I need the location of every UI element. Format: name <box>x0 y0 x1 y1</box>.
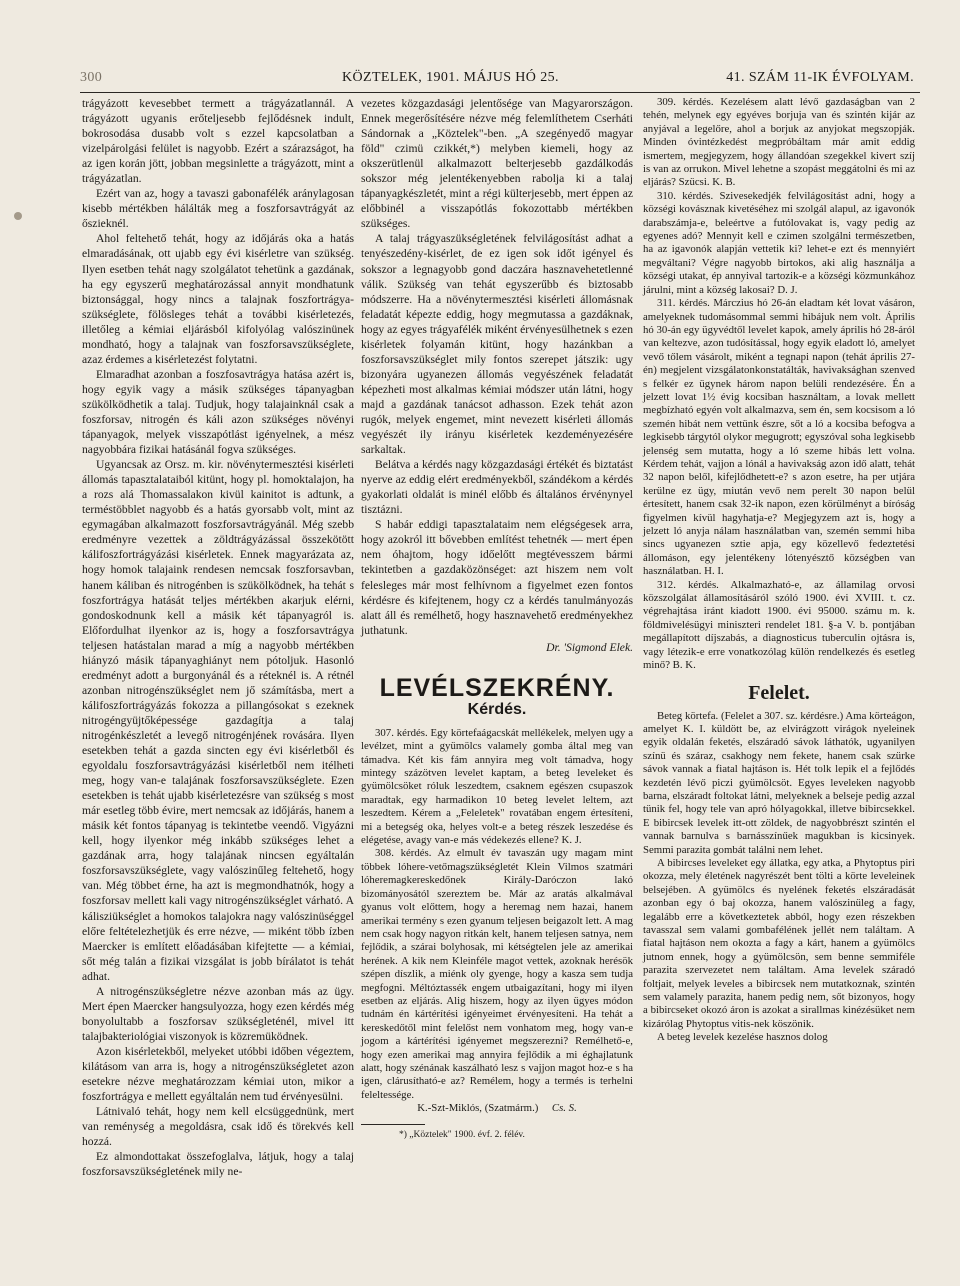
answer-307: Beteg körtefa. (Felelet a 307. sz. kérdésre.) Ama körteágon, amelyet K. I. küldött be, az elvirágzott virágok nyeleinek egyik oldalán feketés, elszáradó sávok láthatók, ugyanilyen színü és száraz, csakhogy nem fekete, hanem csak szürke sávok vannak a fiatal hajtáson is. Hét tolk lepik el a fejlődés kezdetén lévő piczi gyümölcsöt. Egyes leveleken nagyobb barna, elszáradt foltokat látni, melyeknek a belseje pedig azzal tünik fel, hogy tele van apró hólyagokkal, illetve bibircsekkel. E bibircsek levelek itt-ott zöldek, de nagyobbrészt szintén el vannak barnulva s barnásszínűek magukban is kicsinyek. Semmi parazita gombát találni nem lehet. <box>643 709 915 856</box>
paragraph: Ahol feltehető tehát, hogy az időjárás oka a hatás elmaradásának, ott ujabb egy évi kisérletre van szükség. Ilyen esetben tehát nagy szolgálatot tehetünk a gazdának, ha egy egyszerű meghatározással annyit mondhatunk biztonsággal, hogy nincs a talajnak foszfortrágya-szükséglete, fölösleges tehát a további kisérletezés, illetőleg a kémiai eljárásból kifolyólag valószinünek mondható, hogy a talajnak van foszforsavszükséglete, azaz érdemes a kisérletezést folytatni. <box>82 232 354 366</box>
paragraph: Látnivaló tehát, hogy nem kell elcsüggednünk, mert van reménység a megoldásra, csak idő és törekvés kell hozzá. <box>82 1105 354 1149</box>
paragraph: A talaj trágyaszükségletének felvilágosítást adhat a tenyészedény-kisérlet, de ez igen sok időt igényel és sokszor a legnagyobb gond daczára hasznavehetetlenné válik. Szükség van tehát egyszerűbb és biztosabb módszerre. Ha a növénytermesztési kisérleti állomásnak feladatát képezte eddig, hogy megmutassa a gazdáknak, hogy az egyes trágyafélék miként érvényesülhetnek s ezen kisérletek folyamán kitünt, hogy hazánkban a foszforsavszükséglet mily fontos szerepet játszik: ugy bizonyára ugyanezen állomás vegyészének feladatát képezheti most alkalmas kémiai módszer után látni, hogy majd a gazdának tanácsot adhasson. Ezek tehát azon rugók, melyek engemet, mint nevezett kisérleti állomás vegyészét ily irányu kisérletek kezdeményezésére sarkaltak. <box>361 232 633 457</box>
column-2 <box>361 96 633 1141</box>
page-number: 300 <box>80 70 103 85</box>
column-3 <box>643 96 915 1045</box>
paragraph: S habár eddigi tapasztalataim nem elégségesek arra, hogy azokról itt bővebben említést tehetnék — mert épen nem óhajtom, hogy időelőtt megtévesszem bármi tekintetben a gazdaközönséget: azt hiszem nem volt felesleges már most felhívnom a figyelmet ezen fontos kérdésre és kifejtenem, hogy cz a kérdés tanulmányozás alatt áll és remélhető, hogy hasznavehető eredményekhez juthatunk. <box>361 518 633 637</box>
issue-number: 41. SZÁM 11-IK ÉVFOLYAM. <box>726 70 914 85</box>
section-subtitle: Kérdés. <box>467 700 527 718</box>
paragraph: Belátva a kérdés nagy közgazdasági értékét és biztatást nyerve az eddig elért eredményekből, szándékom a kérdés gyakorlati oldalát is minél előbb és általános érvénynyel tisztázni. <box>361 458 633 517</box>
column-1 <box>82 96 354 1179</box>
question-311: 311. kérdés. Márczius hó 26-án eladtam két lovat vásáron, amelyeknek tudomásommal semmi hibájuk nem volt. Április hó 30-án egy ügyvédtől levelet kapok, amely április hó 28-áról van keltezve, azon tudósítással, hogy egyik eladott ló, amelyet vevő tőlem vásárolt, miként a tegnapi napon (tehát április 27-én) megjelent vizsgálatonkonstatálták, havivaksághan szenved s felkér ez ügynek három napon belüli rendezésére. Én a jelzett lovat 1½ évig kocsiban használtam, a lovak mellett megbízható egyén volt alkalmazva, sem én, sem kocsisom a ló szemén hibát nem vettünk észre, sőt a ló a kocsiba befogva a legkisebb tárgytól olykor megugrott; egyszóval soha legkisebb jelenség sem mutatta, hogy a ló szeme hibás lett volna. Kérdem tehát, vajjon a lónál a havivakság azon idő alatt, tehát 32 napon belől, kifejlődhetett-e? s azon esetre, ha per utjára kerülne ez ügy, miután vevő nem perelt 30 napon belül értesített, hanem csak 32-ik napon, ezen körülményt a bíróság figyelmen kívül hagyhatja-e? Megjegyzem azt is, hogy a jelzett ló anyja nálam használatban van, szemén semmi hiba sincs ugyanezen sztie apja, egy közellevő fedeztetési állomáson, egy jelentékeny lótenyésztő községben van használatban. H. I. <box>643 297 915 578</box>
paragraph: trágyázott kevesebbet termett a trágyázatlannál. A trágyázott ugyanis erőteljesebb fejlődésnek indult, bokrosodása dusabb volt s ezzel kapcsolatban a vizelpárolgási felület is nagyobb. Ezért a szárazságot, ha az igen korán jött, jobban megsinlette a trágyázott, mint a trágyázatlan. <box>82 97 354 186</box>
question-312: 312. kérdés. Alkalmazható-e, az államilag orvosi közszolgálat államosításáról szóló 1900. évi XVIII. t. cz. végrehajtása iránt kiadott 1900. évi 95000. számu m. k. földmivelésügyi miniszteri rendelet 181. §-a V. b. pontjában megállapított díjszabás, a diagnosticus tuberculin ojtásra is, vagy létezik-e erre vonatkozólag külön rendelkezés és esetleg minő? B. K. <box>643 578 915 672</box>
question-308: 308. kérdés. Az elmult év tavaszán ugy magam mint többek lóhere-vetőmagszükségletét Klein Vilmos szatmári lóheremagkereskedőnek Király-Daróczon lakó bizományosától szereztem be. Már az aratás alkalmával gyanus volt előttem, hogy a heremag nem hazai, hanem amerikai termény s ezen gyanum teljesen beigazolt lett. A mag nem csak hogy nagyon ritkán kelt, hanem teljesen satnya, nem fejlődik, a szárai bolyhosak, mi kétségtelen jele az amerikai herének. A kik nem Kleinféle magot vettek, azoknak herésök szépen díszlik, a miénk oly gyenge, hogy a kasza sem tudja megfogni. Méltóztassék engem utbaigazítani, hogy mi ilyen esetben az eljárás. Alig hiszem, hogy az ilyen ügyes módon tudnám én kártérítési igényeimet érvényesíteni. Ha tehát a kereskedőtől mint felelőst nem vonhatom meg, hogy van-e jogom a kártérítési igényemet megszerezni? Remélhető-e, hogy ezen amerikai mag annyira fejlődik a mi éghajlatunk alatt, hogy szénának kaszálható lesz s vajjon magot hoz-e s ha igen, clárusítható-e az? Remélem, hogy a termés is terhelni feleltessége. <box>361 847 633 1101</box>
paragraph: A nitrogénszükségletre nézve azonban más az ügy. Mert épen Maercker hangsulyozza, hogy ezen kérdés még bonyolultabb a foszforsav szükségleténél, mivel itt talajbakteriológiai viszonyok is közremüködnek. <box>82 984 354 1043</box>
answer-section-title: Felelet. <box>748 682 810 705</box>
paragraph: Ugyancsak az Orsz. m. kir. növénytermesztési kisérleti állomás tapasztalataiból kitünt, hogy pl. homoktalajon, ha a rozs alá Thomassalakon kivül kainitot is adtunk, a terméstöbblet nagyobb és a hatás gyorsabb volt, mint az egymagában alkalmazott foszforsavtrágyánál. Még szebb eredményre vezettek a zöldtrágyázással összekötött kálifoszfortrágyázási kisérletek. Ennek magyarázata az, hogy homok talajaink rendesen nemcsak foszforsavban, hanem káliban és nitrogénben is szükölködnek, ha tehát s foszfortrágya hatását teljes mértékben akarjuk elérni, gondoskodnunk kell a másik két tápanyagról is. Előfordulhat ilyenkor az is, hogy a foszforsavtrágya teljesen hatástalan marad a míg a nagyobb mértékben hiányzó másik tápanyaghiányt nem pótoljuk. Hasonló eredményt adott a burgonyánál és a réteknél is. A rétnél azonban nitrogénszükséglet nem jő számításba, mert a kálifoszfortrágyázás fokozza a pillangósokat s ezeknek nitrogéngyüjtőképessége gazdagítja a talaj nitrogénkészletét a levegő nitrogénjének rovására. Ilyen esetekben tehát a gazda sincten egy évi kisérletből és egyoldalu foszforsavtrágyázási kisérletből nem itélheti meg, hogy van-e talajának foszforsavszükséglete. Ezen esetekben is tehát ujabb kisérletezésre van szükség s most már esetleg több évire, mert nemcsak az időjárás, hanem a másik két fontos tápanyag is tekintetbe veendő. Vigyázni kell, hogy ilyenkor még inkább szükséges lehet a gazdának arra, hogy talajának nincsen egyáltalán foszforsavszükséglete, vagy valószinűleg feltehető, hogy van. Még többet érne, ha azt is megmondhatnók, hogy a foszforsav mellett kali vagy nitrogénszükséglet várható. A kálisziükséglet a homokos talajokra nagy valószinüséggel előre feltételezhetjük és erre nézve, — miként több ízben Maercker is említett előadásában kifejtette — a kémiai, sőt még talán a fizikai vizsgálat is jobb bírálatot is tehát adhat. <box>82 458 354 983</box>
section-title: LEVÉLSZEKRÉNY. <box>379 673 615 702</box>
question-307: 307. kérdés. Egy körtefaágacskát mellékelek, melyen ugy a levélzet, mint a gyümölcs valamely gomba által meg van támadva. Két kis fám annyira meg volt támadva, hogy mintegy százötven levelet kaptam, a beteg leveleket és gyümölcsöket róluk leszedtem, csaknem egészen csupaszok maradtak, egy harmadikon 10 beteg levelet leltem, azt leszedtem. Kérem a „Feleletek" rovatában engem értesíteni, mi a betegség oka, helyes volt-e a beteg részek leszedése és elégetése, avagy van-e más védekezés ellene? K. J. <box>361 726 633 847</box>
paragraph: vezetes közgazdasági jelentősége van Magyarországon. Ennek megerősítésére nézve még felemlíthetem Cserháti Sándornak a „Köztelek"-ben. „A szegényedő magyar föld" czimü czikkét,*) melyben kiemeli, hogy az okszerütlenül alkalmazott belterjesebb gazdálkodás sokszor még jelentékenyebben rabolja ki a talaj tápanyagkészletét, mint a régi külterjesebb, mert éppen az előbbinél a visszapótlás fokozottabb mértékben szükséges. <box>361 97 633 231</box>
sign-initials: Cs. S. <box>551 1102 577 1115</box>
answer-307-cont: A bibircses leveleket egy állatka, egy atka, a Phytoptus piri okozza, mely életének nagyrészét bent tölti a körte leveleinek belsejében. A gyümölcs és nyelének feketés elszáradását azonban egy ó baj okozza, hanem valószinüleg a fagy, legalább erre a következtetek abból, hogy ezen részekben tavasszal sem valami gombafélének jellét nem találtam. A fiatal hajtáson nem okozta a fagy a kárt, hanem a gyümölcs jutnom ennek, hogy a gyümölcsön, sem benne semmiféle parazita szervezetet nem találtam. Ama levelek száradó foltjait, melyek leveles a bibircsek nem mutatkoznak, szintén sem valamely parazita, hanem pedig nem, sőt bizonyos, hogy a bibircseket okozó áron is azokat a sirallmas kinézésüket nem kizárólag Phytoptus vitis-nek köszönik. <box>643 856 915 1030</box>
page-header <box>80 66 920 93</box>
paragraph: Azon kisérletekből, melyeket utóbbi időben végeztem, kilátásom van arra is, hogy a nitrogénszükségletet azon esetekre nézve meghatározzam kémiai uton, mikor a foszfortrágya e mellett egyáltalán nem tud érvényesülni. <box>82 1044 354 1104</box>
question-310: 310. kérdés. Szivesekedjék felvilágosítást adni, hogy a községi kovásznak kivetéséhez mi szolgál alapul, az igavonók darabszámja-e, beleértve a futólovakat is, vagy pedig az egyenes adó? Mennyit kell e czimen szolgálni természetben, ha az igavonók alapján vettetik ki? lehet-e ezt és mennyiért megváltani? Végre nagyobb birtokos, aki alig használja a községi utakat, ép annyival tartozik-e a községi közmunkához járulni, mint a község lakosai? D. J. <box>643 189 915 296</box>
paragraph: Ezért van az, hogy a tavaszi gabonafélék aránylagosan kisebb mértékben hálálták meg a foszforsavtrágyát az őszieknél. <box>82 187 354 231</box>
author-signature: Dr. 'Sigmond Elek. <box>546 640 633 654</box>
question-309: 309. kérdés. Kezelésem alatt lévő gazdaságban van 2 tehén, melynek egy egyéves borjuja van és szintén kijár az anyjával a legelőre, ahol a borjuk az anyjokat megszopják. Minden óvintézkedést megpróbáltam már amit eddig ismertem, megjegyzem, hogy állandóan szegekkel kivert szíj is van az orrukon. Mivel lehetne a szopást meggátolni és mi az eljárás? Szücsi. K. B. <box>643 96 915 189</box>
footnote: *) „Köztelek" 1900. évf. 2. félév. <box>399 1129 525 1140</box>
question-308-signature <box>361 1102 633 1115</box>
paragraph: Ez almondottakat összefoglalva, látjuk, hogy a talaj foszforsavszükségletének mily ne- <box>82 1150 354 1179</box>
answer-307-end: A beteg levelek kezelése hasznos dolog <box>657 1031 828 1044</box>
paragraph: Elmaradhat azonban a foszfosavtrágya hatása azért is, hogy egyik vagy a másik szükséges tápanyagban szükölködhetik a talaj. Tudjuk, hogy talajainknál csak a foszforsav, nitrogén és káli azon szükséges növényi tápanyagok, melyek visszapótlást igényelnek, a mész nagyobbára fizikai hatásánál fogva szükséges. <box>82 367 354 457</box>
margin-dot <box>14 212 22 220</box>
publication-date: KÖZTELEK, 1901. MÁJUS HÓ 25. <box>342 70 559 85</box>
sign-place: K.-Szt-Miklós, (Szatmárm.) <box>417 1102 539 1115</box>
footnote-rule <box>361 1124 425 1125</box>
